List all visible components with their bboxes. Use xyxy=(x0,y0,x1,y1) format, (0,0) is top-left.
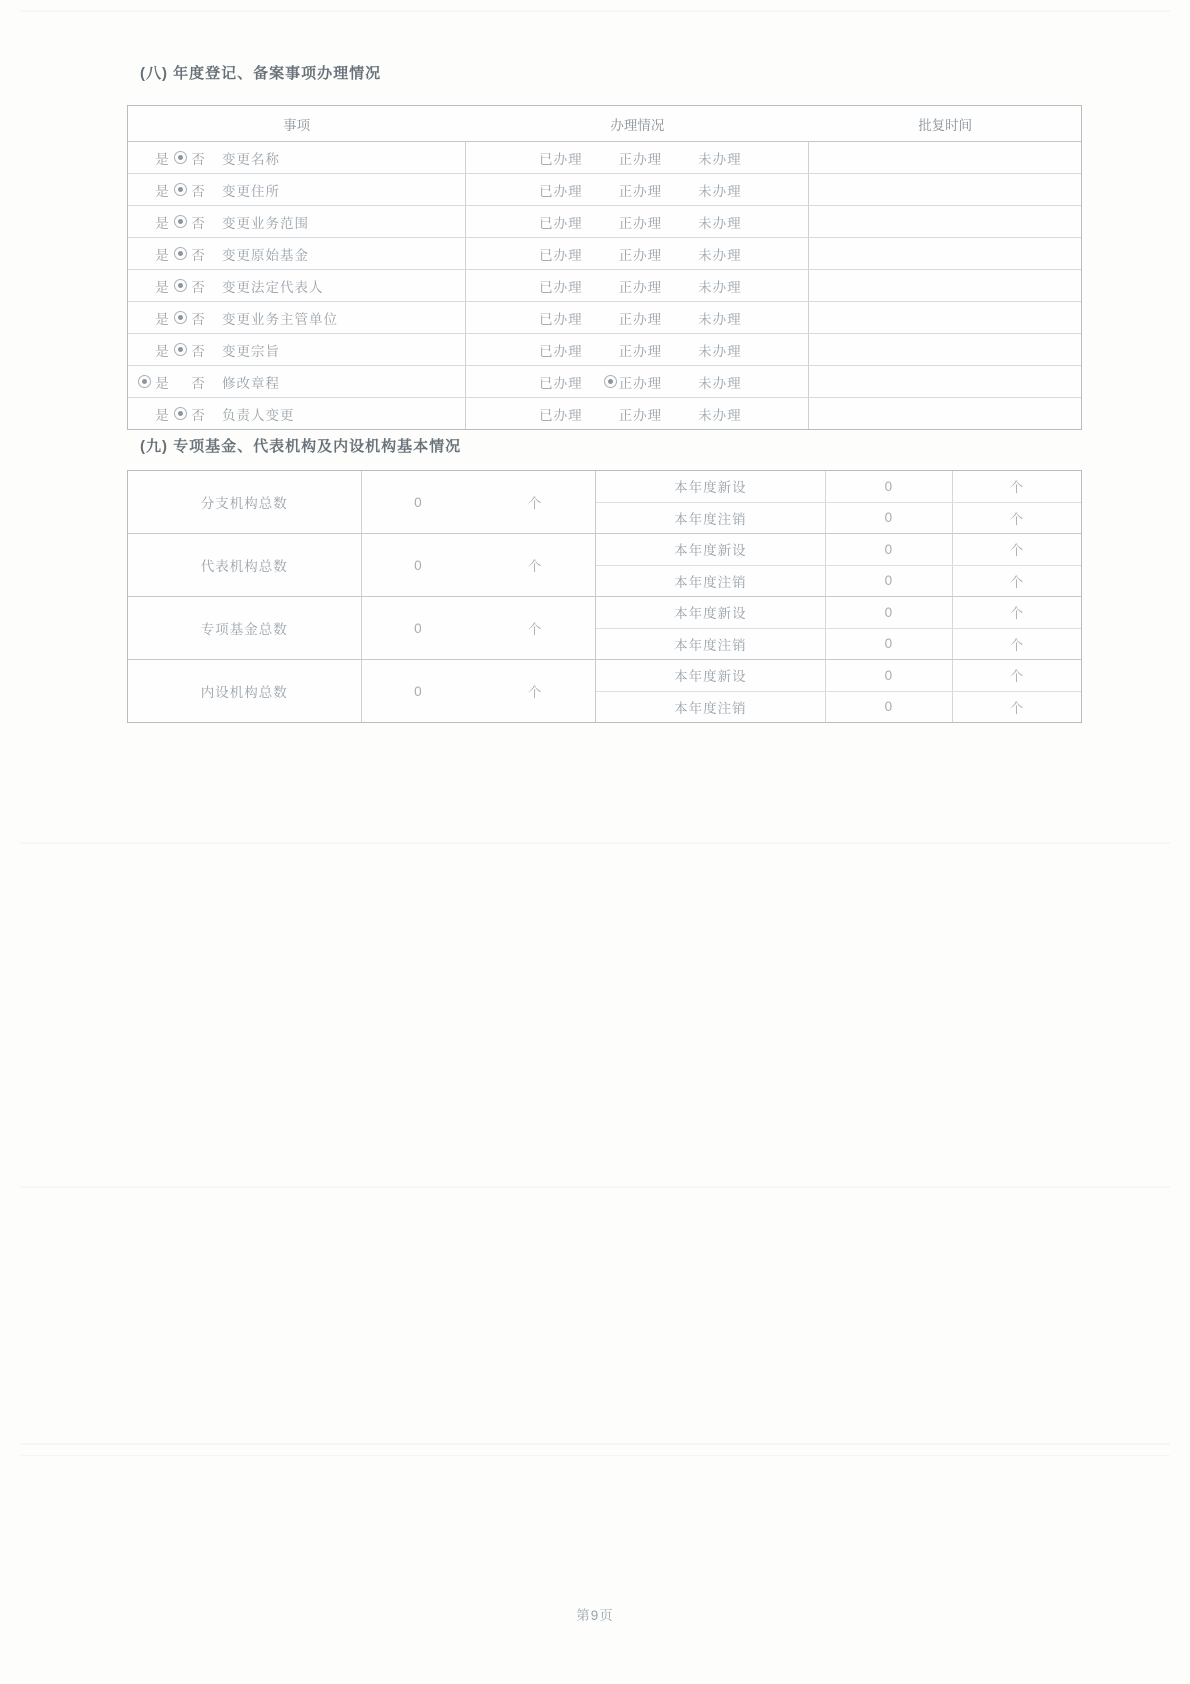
radio-selected-icon xyxy=(174,343,187,356)
item-label: 变更名称 xyxy=(222,151,280,167)
radio-selected-icon xyxy=(174,215,187,228)
item-label: 变更原始基金 xyxy=(222,247,309,263)
status-option[interactable] xyxy=(682,180,742,200)
radio-selected-icon xyxy=(174,279,187,292)
item-cell xyxy=(128,142,465,173)
item-label: 修改章程 xyxy=(222,375,280,391)
status-option[interactable] xyxy=(523,276,583,296)
yes-label: 是 xyxy=(155,375,169,391)
status-option[interactable] xyxy=(682,372,742,392)
sub-value: 0 xyxy=(825,534,952,565)
status-option[interactable] xyxy=(603,244,663,264)
org-subrow-new xyxy=(596,471,1081,502)
table-row xyxy=(128,398,1081,429)
sub-label: 本年度注销 xyxy=(674,700,747,716)
status-cell xyxy=(465,366,809,397)
status-label: 未办理 xyxy=(698,343,742,359)
yes-label: 是 xyxy=(155,311,169,327)
sub-unit: 个 xyxy=(952,692,1081,723)
radio-no[interactable] xyxy=(170,215,190,228)
org-total-unit: 个 xyxy=(527,559,543,574)
sub-label: 本年度注销 xyxy=(674,637,747,653)
status-label: 正办理 xyxy=(618,247,663,263)
item-cell xyxy=(128,398,465,429)
radio-no[interactable] xyxy=(170,343,190,356)
item-cell xyxy=(128,270,465,301)
item-cell xyxy=(128,174,465,205)
org-subrows xyxy=(595,597,1081,659)
sub-unit: 个 xyxy=(952,471,1081,502)
sub-value: 0 xyxy=(825,597,952,628)
org-subrow-cancel xyxy=(596,691,1081,723)
status-label: 未办理 xyxy=(698,183,742,199)
sub-unit: 个 xyxy=(952,597,1081,628)
scan-artifact xyxy=(20,1186,1170,1188)
org-group-label-cell xyxy=(128,660,361,722)
scan-artifact xyxy=(20,842,1170,844)
status-option[interactable] xyxy=(603,308,663,328)
sub-unit: 个 xyxy=(952,660,1081,691)
org-total-value: 0 xyxy=(414,683,423,699)
yes-label: 是 xyxy=(155,247,169,263)
approval-time-cell xyxy=(809,206,1081,237)
status-label: 正办理 xyxy=(618,343,663,359)
section9-title: (九) 专项基金、代表机构及内设机构基本情况 xyxy=(140,438,462,455)
table-row xyxy=(128,238,1081,270)
radio-selected-icon xyxy=(174,151,187,164)
yes-label: 是 xyxy=(155,407,169,423)
radio-yes[interactable] xyxy=(134,375,154,388)
status-label: 已办理 xyxy=(539,279,583,295)
table-row xyxy=(128,174,1081,206)
no-label: 否 xyxy=(191,247,205,263)
table-row xyxy=(128,334,1081,366)
status-label: 已办理 xyxy=(539,343,583,359)
item-label: 变更业务主管单位 xyxy=(222,311,338,327)
org-group-label-cell xyxy=(128,597,361,659)
radio-no[interactable] xyxy=(170,151,190,164)
status-option[interactable] xyxy=(682,276,742,296)
org-total-unit: 个 xyxy=(527,622,543,637)
status-option[interactable] xyxy=(603,180,663,200)
scan-artifact xyxy=(20,1455,1170,1456)
status-option[interactable] xyxy=(523,340,583,360)
registration-table-body xyxy=(128,142,1081,429)
org-subrows xyxy=(595,471,1081,533)
org-total-value: 0 xyxy=(414,557,423,573)
no-label: 否 xyxy=(191,183,205,199)
status-label: 已办理 xyxy=(539,215,583,231)
status-cell xyxy=(465,270,809,301)
sub-value: 0 xyxy=(825,503,952,534)
item-label: 负责人变更 xyxy=(222,407,295,423)
header-status: 办理情况 xyxy=(610,117,665,133)
sub-label: 本年度新设 xyxy=(674,480,747,496)
scan-artifact xyxy=(20,10,1170,12)
sub-value: 0 xyxy=(825,566,952,597)
status-label: 已办理 xyxy=(539,311,583,327)
approval-time-cell xyxy=(809,238,1081,269)
status-option[interactable] xyxy=(603,404,663,424)
org-subrow-cancel xyxy=(596,565,1081,597)
status-option[interactable] xyxy=(603,340,663,360)
sub-label: 本年度注销 xyxy=(674,511,747,527)
org-total-cell xyxy=(361,597,595,659)
yes-label: 是 xyxy=(155,343,169,359)
org-group-row xyxy=(128,660,1081,722)
status-option[interactable] xyxy=(523,308,583,328)
no-label: 否 xyxy=(191,215,205,231)
radio-selected-icon xyxy=(174,407,187,420)
approval-time-cell xyxy=(809,142,1081,173)
radio-no[interactable] xyxy=(170,407,190,420)
no-label: 否 xyxy=(191,407,205,423)
page-number: 第9页 xyxy=(576,1608,614,1623)
status-cell xyxy=(465,238,809,269)
status-option[interactable] xyxy=(682,244,742,264)
yes-label: 是 xyxy=(155,279,169,295)
org-total-cell xyxy=(361,471,595,533)
yes-label: 是 xyxy=(155,151,169,167)
status-option[interactable] xyxy=(603,276,663,296)
org-subrow-new xyxy=(596,597,1081,628)
status-label: 已办理 xyxy=(539,247,583,263)
status-option[interactable] xyxy=(603,372,663,392)
radio-no[interactable] xyxy=(170,279,190,292)
header-item: 事项 xyxy=(283,117,311,133)
item-label: 变更业务范围 xyxy=(222,215,309,231)
item-label: 变更宗旨 xyxy=(222,343,280,359)
approval-time-cell xyxy=(809,302,1081,333)
status-label: 正办理 xyxy=(618,375,663,391)
yes-label: 是 xyxy=(155,183,169,199)
item-cell xyxy=(128,238,465,269)
item-cell xyxy=(128,206,465,237)
org-subrow-cancel xyxy=(596,628,1081,660)
status-option[interactable] xyxy=(603,212,663,232)
org-group-row xyxy=(128,534,1081,597)
no-label: 否 xyxy=(191,343,205,359)
status-cell xyxy=(465,206,809,237)
status-label: 已办理 xyxy=(539,151,583,167)
sub-unit: 个 xyxy=(952,629,1081,660)
status-label: 正办理 xyxy=(618,311,663,327)
table-row xyxy=(128,270,1081,302)
status-option[interactable] xyxy=(682,212,742,232)
status-cell xyxy=(465,142,809,173)
status-label: 已办理 xyxy=(539,407,583,423)
status-cell xyxy=(465,334,809,365)
header-approval-time: 批复时间 xyxy=(918,117,973,133)
org-subrows xyxy=(595,660,1081,722)
approval-time-cell xyxy=(809,334,1081,365)
status-cell xyxy=(465,174,809,205)
status-label: 未办理 xyxy=(698,215,742,231)
scan-artifact xyxy=(20,1443,1170,1445)
status-option[interactable] xyxy=(523,180,583,200)
status-option[interactable] xyxy=(682,340,742,360)
item-cell xyxy=(128,302,465,333)
registration-table xyxy=(127,105,1082,430)
yes-label: 是 xyxy=(155,215,169,231)
item-cell xyxy=(128,334,465,365)
org-group-label: 代表机构总数 xyxy=(200,559,288,574)
sub-value: 0 xyxy=(825,629,952,660)
org-group-label: 分支机构总数 xyxy=(200,496,288,511)
status-option[interactable] xyxy=(682,308,742,328)
organization-table-body xyxy=(128,471,1081,722)
item-label: 变更法定代表人 xyxy=(222,279,324,295)
status-label: 已办理 xyxy=(539,375,583,391)
status-label: 未办理 xyxy=(698,247,742,263)
table-row xyxy=(128,206,1081,238)
org-total-value: 0 xyxy=(414,494,423,510)
sub-label: 本年度注销 xyxy=(674,574,747,590)
sub-label: 本年度新设 xyxy=(674,606,747,622)
status-label: 正办理 xyxy=(618,407,663,423)
status-option[interactable] xyxy=(523,372,583,392)
registration-table-header xyxy=(128,106,1081,142)
org-group-label-cell xyxy=(128,534,361,596)
org-group-label-cell xyxy=(128,471,361,533)
status-cell xyxy=(465,398,809,429)
radio-selected-icon xyxy=(138,375,151,388)
status-option[interactable] xyxy=(523,244,583,264)
org-subrows xyxy=(595,534,1081,596)
org-group-row xyxy=(128,471,1081,534)
radio-no[interactable] xyxy=(170,311,190,324)
radio-no[interactable] xyxy=(170,247,190,260)
sub-value: 0 xyxy=(825,692,952,723)
radio-selected-icon xyxy=(174,183,187,196)
approval-time-cell xyxy=(809,366,1081,397)
status-label: 未办理 xyxy=(698,407,742,423)
status-label: 正办理 xyxy=(618,279,663,295)
organization-table xyxy=(127,470,1082,723)
org-group-row xyxy=(128,597,1081,660)
approval-time-cell xyxy=(809,174,1081,205)
radio-no[interactable] xyxy=(170,183,190,196)
status-option[interactable] xyxy=(523,212,583,232)
org-total-unit: 个 xyxy=(527,685,543,700)
org-group-label: 内设机构总数 xyxy=(200,685,288,700)
no-label: 否 xyxy=(191,311,205,327)
radio-selected-icon xyxy=(174,247,187,260)
org-subrow-new xyxy=(596,534,1081,565)
status-label: 正办理 xyxy=(618,215,663,231)
status-label: 已办理 xyxy=(539,183,583,199)
status-radio[interactable] xyxy=(603,375,619,388)
status-label: 正办理 xyxy=(618,183,663,199)
approval-time-cell xyxy=(809,398,1081,429)
org-group-label: 专项基金总数 xyxy=(200,622,288,637)
status-option[interactable] xyxy=(523,404,583,424)
approval-time-cell xyxy=(809,270,1081,301)
table-row xyxy=(128,302,1081,334)
no-label: 否 xyxy=(191,151,205,167)
status-option[interactable] xyxy=(603,148,663,168)
org-total-unit: 个 xyxy=(527,496,543,511)
status-option[interactable] xyxy=(682,404,742,424)
no-label: 否 xyxy=(191,375,205,391)
org-subrow-cancel xyxy=(596,502,1081,534)
status-label: 未办理 xyxy=(698,279,742,295)
no-label: 否 xyxy=(191,279,205,295)
sub-label: 本年度新设 xyxy=(674,669,747,685)
status-label: 未办理 xyxy=(698,375,742,391)
sub-value: 0 xyxy=(825,660,952,691)
table-row xyxy=(128,142,1081,174)
sub-unit: 个 xyxy=(952,566,1081,597)
item-cell xyxy=(128,366,465,397)
status-option[interactable] xyxy=(682,148,742,168)
org-total-cell xyxy=(361,660,595,722)
radio-selected-icon xyxy=(604,375,617,388)
status-option[interactable] xyxy=(523,148,583,168)
status-label: 正办理 xyxy=(618,151,663,167)
org-subrow-new xyxy=(596,660,1081,691)
sub-value: 0 xyxy=(825,471,952,502)
item-label: 变更住所 xyxy=(222,183,280,199)
table-row xyxy=(128,366,1081,398)
status-label: 未办理 xyxy=(698,151,742,167)
org-total-cell xyxy=(361,534,595,596)
section8-title: (八) 年度登记、备案事项办理情况 xyxy=(140,65,382,82)
sub-label: 本年度新设 xyxy=(674,543,747,559)
sub-unit: 个 xyxy=(952,503,1081,534)
sub-unit: 个 xyxy=(952,534,1081,565)
status-label: 未办理 xyxy=(698,311,742,327)
radio-selected-icon xyxy=(174,311,187,324)
status-cell xyxy=(465,302,809,333)
org-total-value: 0 xyxy=(414,620,423,636)
